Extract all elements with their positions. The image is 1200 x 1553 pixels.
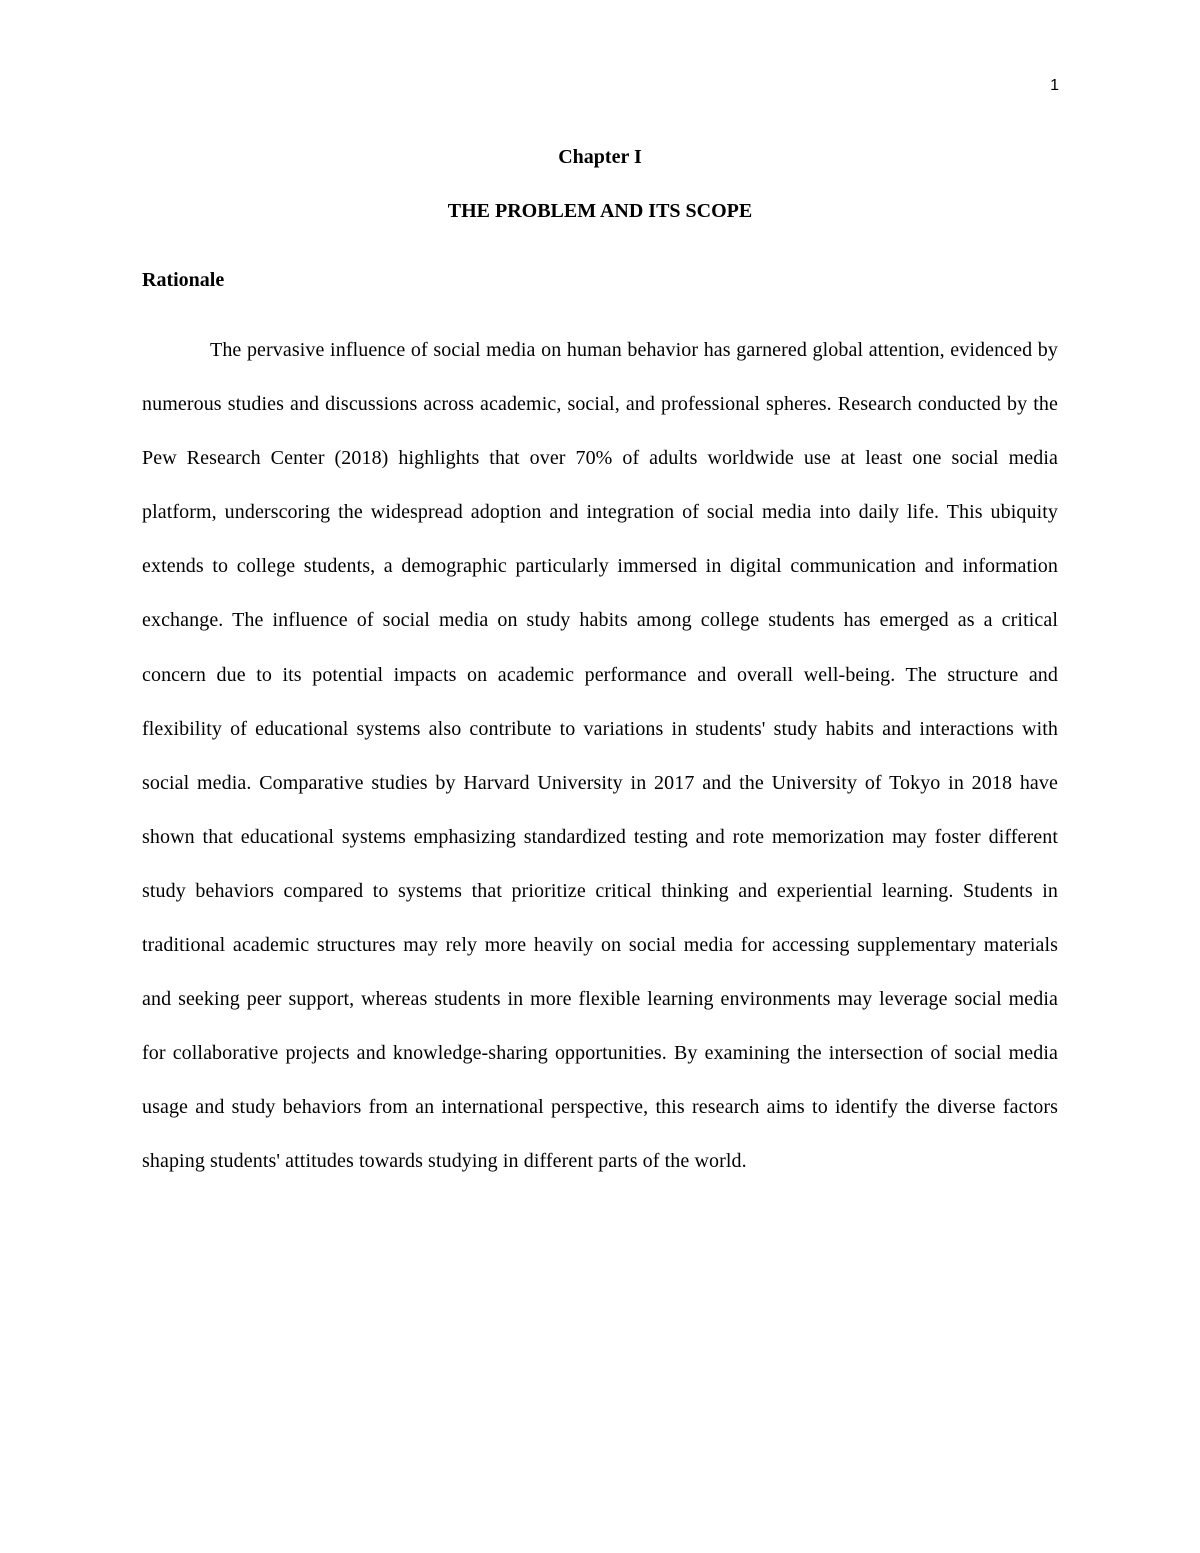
page-number: 1 — [1050, 77, 1059, 94]
chapter-title: Chapter I — [558, 146, 642, 168]
rationale-paragraph: The pervasive influence of social media on human behavior has garnered global attention, evidenced by numerous studies and discussions across academic, social, and professional spheres. Research conducted by the Pew Research Center (2018) highlights that over 70% of adults worldwide use at least one social media platform, underscoring the widespread adoption and integration of social media into daily life. This ubiquity extends to college students, a demographic particularly immersed in digital communication and information exchange. The influence of social media on study habits among college students has emerged as a critical concern due to its potential impacts on academic performance and overall well-being. The structure and flexibility of educational systems also contribute to variations in students' study habits and interactions with social media. Comparative studies by Harvard University in 2017 and the University of Tokyo in 2018 have shown that educational systems emphasizing standardized testing and rote memorization may foster different study behaviors compared to systems that prioritize critical thinking and experiential learning. Students in traditional academic structures may rely more heavily on social media for accessing supplementary materials and seeking peer support, whereas students in more flexible learning environments may leverage social media for collaborative projects and knowledge-sharing opportunities. By examining the intersection of social media usage and study behaviors from an international perspective, this research aims to identify the diverse factors shaping students' attitudes towards studying in different parts of the world. — [142, 339, 1058, 1173]
chapter-subtitle: THE PROBLEM AND ITS SCOPE — [447, 200, 753, 222]
section-heading: Rationale — [142, 269, 225, 291]
